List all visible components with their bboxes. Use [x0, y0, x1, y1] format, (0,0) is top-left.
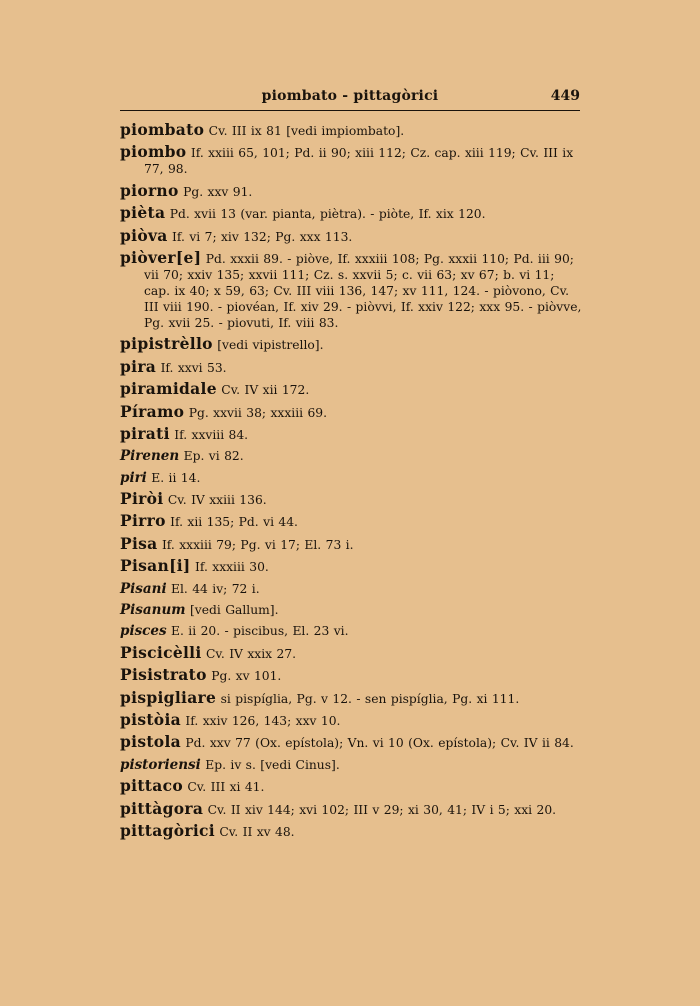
entry-references: Cv. III xi 41.	[187, 780, 265, 795]
entry-headword: pira	[120, 356, 157, 376]
entry-piota	[120, 205, 582, 222]
entry-references: El. 44 iv; 72 i.	[171, 581, 260, 596]
entry-references: If. xxiii 65, 101; Pd. ii 90; xiii 112; Cz. cap. xiii 119; Cv. III ix 77, 98.	[144, 146, 574, 177]
entry-pirenen	[120, 448, 582, 464]
entry-references: If. xxxiii 79; Pg. vi 17; El. 73 i.	[161, 537, 354, 552]
entry-headword: pièta	[120, 203, 166, 223]
entry-piramidale	[120, 381, 582, 398]
entry-headword: Pisani	[120, 580, 167, 597]
entry-pisa	[120, 533, 582, 553]
entry-references: E. ii 20. - piscibus, El. 23 vi.	[171, 624, 349, 639]
entry-references: Pg. xv 101.	[211, 669, 282, 684]
entry-references: Cv. IV xxiii 136.	[167, 493, 267, 508]
entry-references: If. xxiv 126, 143; xxv 10.	[185, 713, 341, 728]
page-number: 449	[550, 88, 580, 104]
entry-pispigliare	[120, 687, 582, 707]
entry-headword: pipistrèllo	[120, 334, 213, 354]
entry-references: Cv. II xiv 144; xvi 102; III v 29; xi 30, 41; IV i 5; xxi 20.	[207, 802, 557, 817]
entry-references: Cv. III ix 81 [vedi impiombato].	[208, 124, 405, 138]
entry-headword: Píramo	[120, 401, 185, 421]
entry-references: [vedi vipistrello].	[217, 338, 324, 353]
entry-pittagora	[120, 798, 582, 818]
entry-headword: pisces	[120, 623, 167, 640]
entry-headword: pirati	[120, 423, 170, 443]
entry-pirro	[120, 513, 582, 530]
entry-piova	[120, 225, 582, 245]
entry-references: Cv. II xv 48.	[219, 824, 295, 839]
entry-piombato	[120, 122, 582, 139]
entry-references: If. xxxiii 30.	[194, 560, 269, 575]
entry-headword: piombo	[120, 142, 187, 162]
entry-headword: Piròi	[120, 489, 164, 509]
entry-pisani-bold	[120, 558, 582, 575]
entry-pipistrello	[120, 336, 582, 353]
entry-headword: pittàgora	[120, 798, 204, 818]
entry-pisani-italic	[120, 581, 582, 597]
entry-references: si pispíglia, Pg. v 12. - sen pispíglia, Pg. xi 111.	[220, 691, 520, 706]
entry-headword: Pisa	[120, 533, 158, 553]
entry-headword: piramidale	[120, 379, 217, 399]
entry-pisistrato	[120, 667, 582, 684]
entry-references: E. ii 14.	[151, 470, 201, 485]
entry-pisanum	[120, 602, 582, 618]
entry-pira	[120, 356, 582, 376]
entry-pistoriensi	[120, 757, 582, 773]
entry-piroi	[120, 491, 582, 508]
entry-headword: piòva	[120, 225, 168, 245]
running-header	[120, 88, 580, 110]
entry-references: If. xxviii 84.	[174, 427, 249, 442]
entry-headword: pispigliare	[120, 687, 217, 707]
entry-piscicelli	[120, 642, 582, 662]
entry-references: Pg. xxvii 38; xxxiii 69.	[188, 405, 328, 420]
entry-pittagorici	[120, 820, 582, 840]
entry-headword: pistòia	[120, 709, 181, 729]
entry-headword: piòver[e]	[120, 247, 202, 267]
entry-headword: Pisan[i]	[120, 556, 191, 576]
entry-pisces	[120, 623, 582, 639]
entry-headword: Piscicèlli	[120, 642, 202, 662]
entry-references: Cv. IV xxix 27.	[205, 646, 297, 661]
entry-headword: Pisistrato	[120, 665, 207, 685]
entry-headword: Pisanum	[120, 602, 186, 619]
entry-headword: piri	[120, 469, 147, 486]
entry-references: If. xxvi 53.	[160, 360, 227, 375]
entry-references: Pd. xvii 13 (var. pianta, piètra). - piòte, If. xix 120.	[169, 207, 486, 222]
entry-piombo	[120, 144, 582, 177]
entry-references: Ep. vi 82.	[183, 449, 244, 464]
dictionary-entries	[120, 122, 582, 845]
entry-pirati	[120, 423, 582, 443]
entry-piramo	[120, 401, 582, 421]
entry-piorno	[120, 180, 582, 200]
entry-references: Pd. xxxii 89. - piòve, If. xxxiii 108; Pg. xxxii 110; Pd. iii 90; vii 70; xxiv 135; xxvii 111; Cz. s. xxvii 5; c. vii 63; xv 67; b. vi 11; cap. ix 40; x 59, 63; Cv. III viii 136, 147; xv 111, 124. - piòvono, Cv. III viii 190. - piovéan, If. xiv 29. - piòvvi, If. xxiv 122; xxx 95. - piòvve, Pg. xvii 25. - piovuti, If. viii 83.	[144, 251, 582, 330]
entry-piri	[120, 470, 582, 486]
entry-piovere	[120, 247, 582, 331]
entry-references: Pd. xxv 77 (Ox. epístola); Vn. vi 10 (Ox. epístola); Cv. IV ii 84.	[185, 736, 574, 751]
running-title: piombato - pittagòrici	[261, 88, 439, 104]
entry-headword: Pirenen	[120, 448, 180, 465]
entry-headword: pittagòrici	[120, 820, 215, 840]
entry-headword: pittaco	[120, 776, 183, 796]
entry-headword: piorno	[120, 180, 179, 200]
entry-headword: Pirro	[120, 511, 166, 531]
header-rule	[120, 110, 580, 111]
entry-references: Pg. xxv 91.	[183, 184, 253, 199]
entry-references: If. xii 135; Pd. vi 44.	[170, 515, 298, 530]
entry-references: [vedi Gallum].	[189, 603, 279, 618]
entry-headword: pistoriensi	[120, 756, 201, 773]
entry-headword: piombato	[120, 120, 205, 139]
entry-references: Ep. iv s. [vedi Cinus].	[205, 757, 340, 772]
entry-pistoia	[120, 709, 582, 729]
entry-pistola	[120, 734, 582, 751]
entry-pittaco	[120, 778, 582, 795]
entry-references: Cv. IV xii 172.	[221, 383, 310, 398]
entry-references: If. vi 7; xiv 132; Pg. xxx 113.	[172, 229, 353, 244]
entry-headword: pistola	[120, 732, 181, 752]
